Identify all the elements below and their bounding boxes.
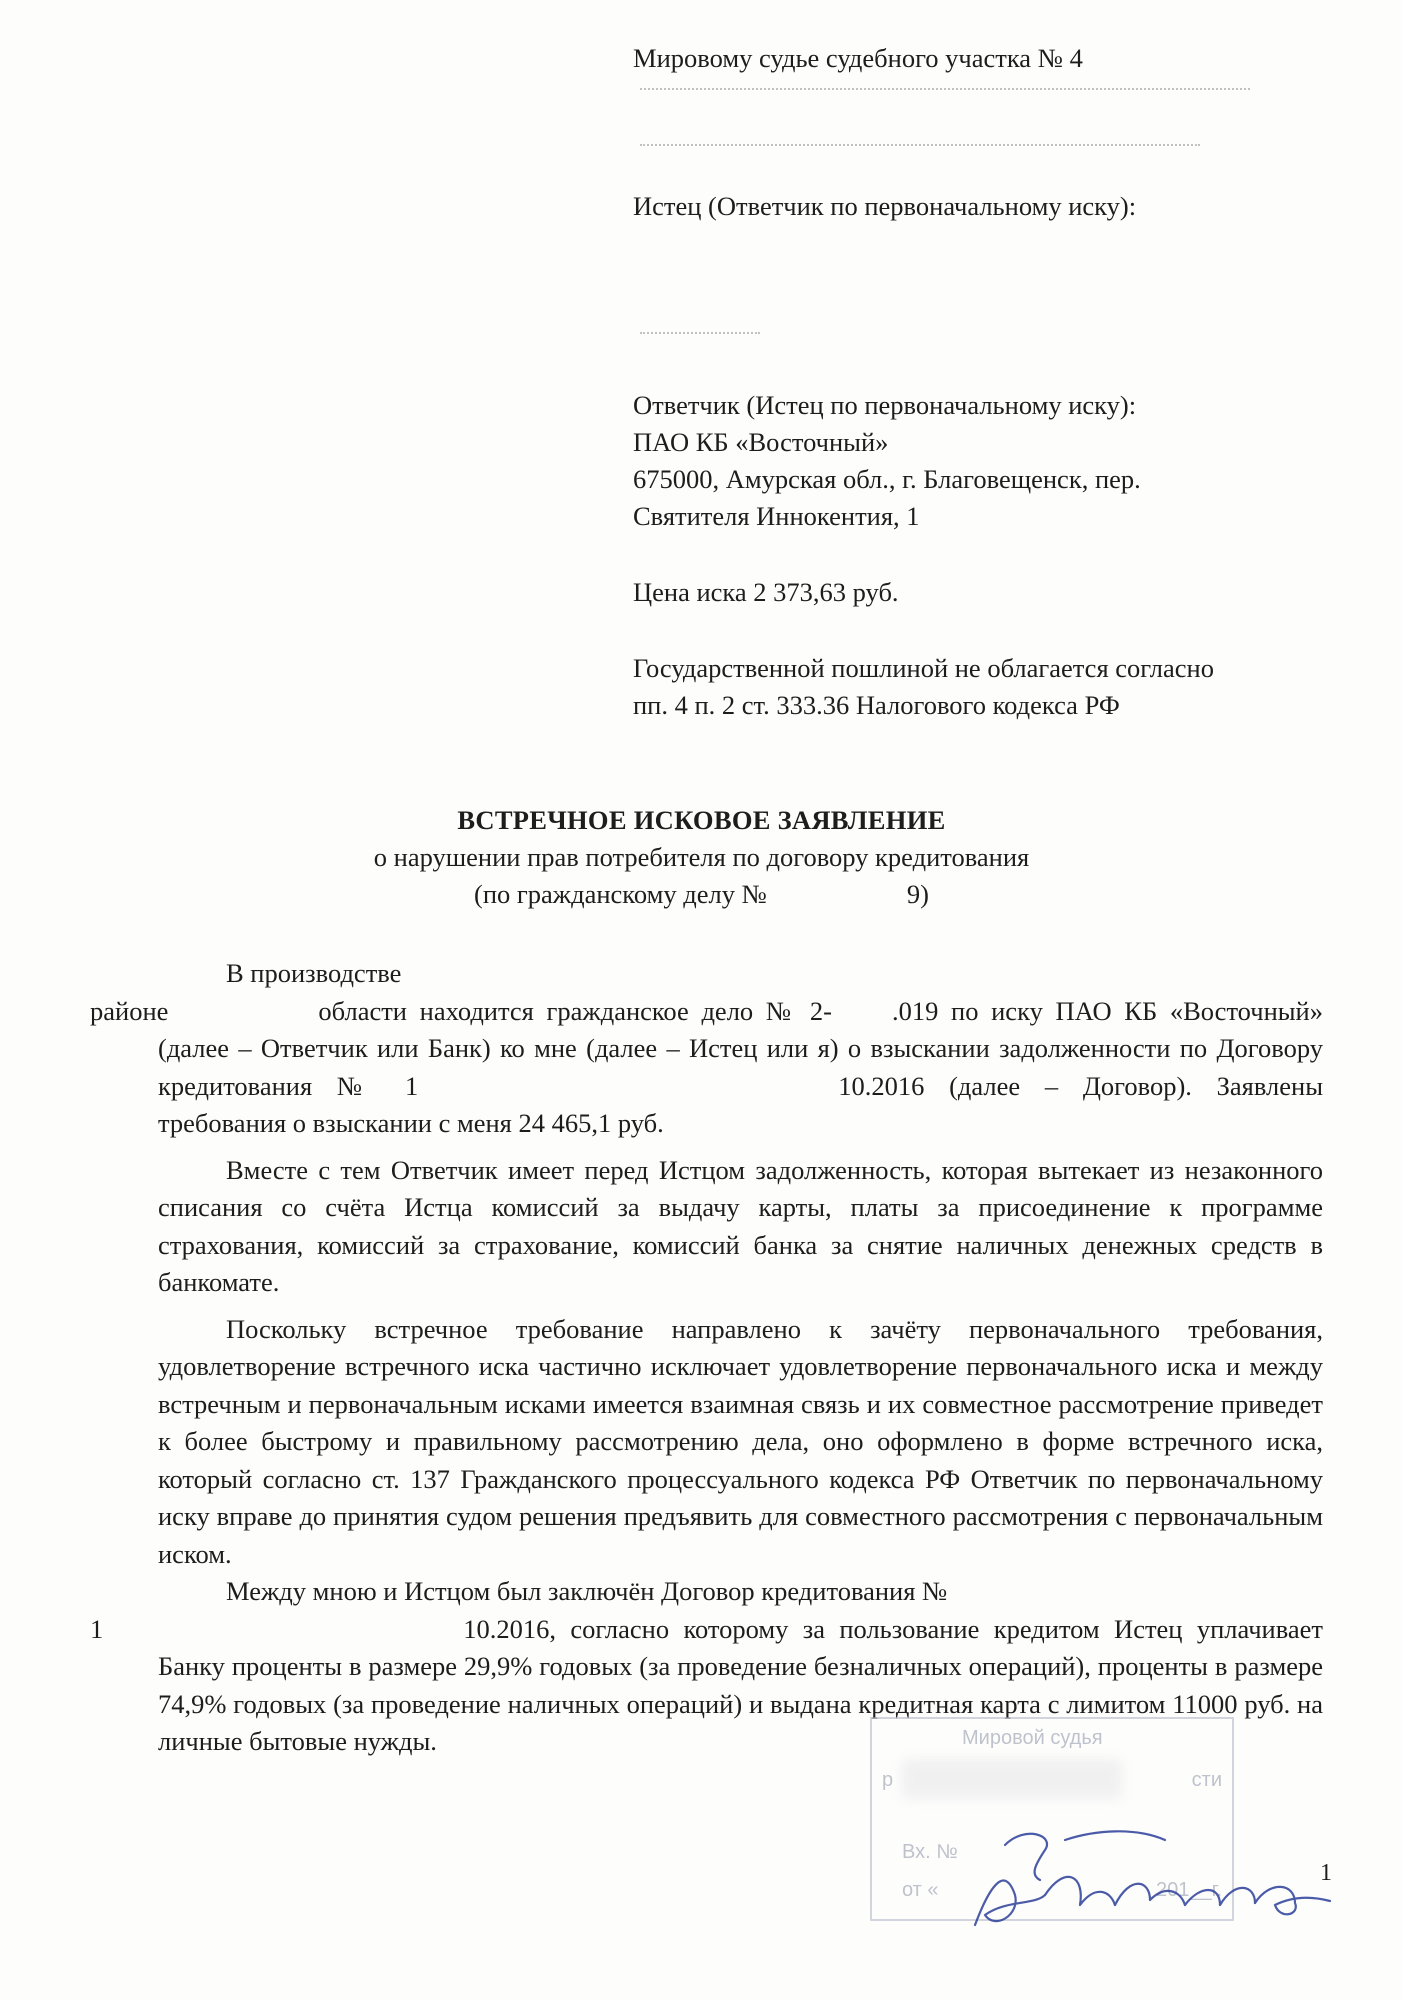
paragraph-1: В производстве районе области находится гражданское дело № 2- .019 по иску ПАО КБ «Восточный» (далее – Ответчик или Банк) ко мне (далее – Истец или я) о взыскании задолженности по Договору кредитования № 1 10.2016 (далее – Договор). Заявлены требования о взыскании с меня 24 465,1 руб. — [90, 958, 1323, 1138]
page-number: 1 — [1320, 1860, 1332, 1886]
state-duty-note: Государственной пошлиной не облагается согласно пп. 4 п. 2 ст. 333.36 Налогового кодекса РФ — [633, 653, 1214, 720]
redacted-line — [640, 332, 760, 342]
court-receipt-stamp: Мировой судья р сти Вх. № от « 201__г. — [870, 1717, 1234, 1921]
paragraph-2: Вместе с тем Ответчик имеет перед Истцом задолженность, которая вытекает из незаконного списания со счёта Истца комиссий за выдачу карты, платы за присоединение к программе страхования, комиссий за страхование, комиссий банка за снятие наличных денежных средств в банкомате. — [158, 1154, 1323, 1297]
case-number: (по гражданскому делу № 9) — [474, 879, 929, 909]
title-main: ВСТРЕЧНОЕ ИСКОВОЕ ЗАЯВЛЕНИЕ — [457, 805, 946, 835]
paragraph-4: Между мною и Истцом был заключён Договор кредитования № 1 10.2016, согласно которому за пользование кредитом Истец уплачивает Банку проценты в размере 29,9% годовых (за проведение безналичных операций), проценты в размере 74,9% годовых (за проведение наличных операций) и выдана кредитная карта с лимитом 11000 руб. на личные бытовые нужды. — [90, 1576, 1323, 1756]
document-body — [90, 955, 1323, 1770]
redacted-line — [640, 144, 1200, 154]
document-title — [0, 802, 1403, 913]
title-sub: о нарушении прав потребителя по договору кредитования — [373, 842, 1030, 872]
claim-price: Цена иска 2 373,63 руб. — [633, 577, 899, 607]
paragraph-3: Поскольку встречное требование направлено к зачёту первоначального требования, удовлетворение встречного иска частично исключает удовлетворение первоначального иска и между встречным и первоначальным исками имеется взаимная связь и их совместное рассмотрение приведет к более быстрому и правильному рассмотрению дела, оно оформлено в форме встречного иска, который согласно ст. 137 Гражданского процессуального кодекса РФ Ответчик по первоначальному иску вправе до принятия судом решения предъявить для совместного рассмотрения с первоначальным иском. — [158, 1313, 1323, 1569]
redacted-line — [640, 88, 1250, 98]
court-addressee: Мировому судье судебного участка № 4 — [633, 43, 1083, 73]
defendant-block: Ответчик (Истец по первоначальному иску): ПАО КБ «Восточный» 675000, Амурская обл., г. Благовещенск, пер. Святителя Иннокентия, 1 — [633, 390, 1141, 531]
plaintiff-block: Истец (Ответчик по первоначальному иску): — [633, 191, 1137, 221]
handwritten-signature — [935, 1805, 1335, 1945]
